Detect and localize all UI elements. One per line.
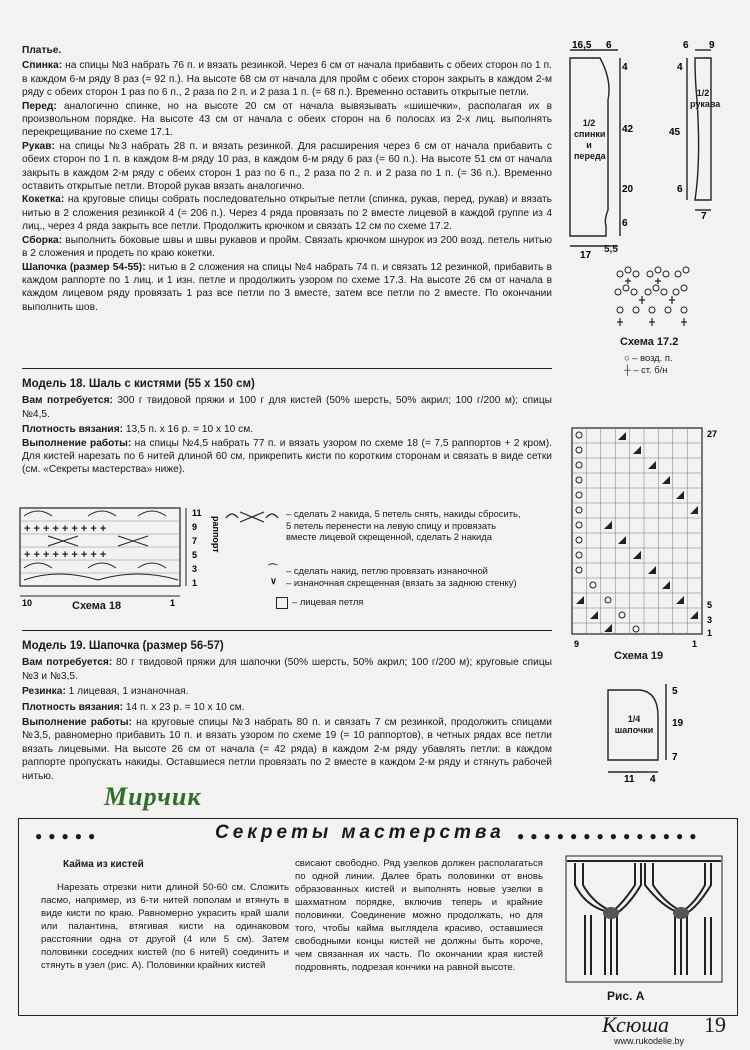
chain-stitch-icon: ○ xyxy=(624,352,630,363)
scheme-18-row-label: 9 xyxy=(192,522,198,532)
paragraph-label: Плотность вязания: xyxy=(22,424,124,436)
scheme-19-row-label: 1 xyxy=(707,628,713,638)
scheme-19-chart xyxy=(566,424,726,650)
paragraph-label: Перед: xyxy=(22,100,57,112)
sleeve-dim: 45 xyxy=(669,127,681,138)
model-18-density xyxy=(22,423,552,436)
dress-bottom-dim: 17 xyxy=(580,250,592,260)
model-19-work xyxy=(22,716,552,783)
divider xyxy=(22,630,552,631)
scheme-17-2-title: Схема 17.2 xyxy=(620,336,679,348)
twisted-purl-symbol-icon: ∨ xyxy=(270,575,277,586)
legend-text: – возд. п. xyxy=(629,352,673,363)
paragraph-label: Плотность вязания: xyxy=(22,701,124,713)
paragraph-label: Рукав: xyxy=(22,140,55,152)
fringe-knot-figure xyxy=(565,855,725,985)
decorative-dots: ●●●●●●●●●●●●●● xyxy=(517,829,703,843)
model-19-section xyxy=(22,640,552,783)
scheme-18-col-right: 1 xyxy=(170,598,176,608)
dress-pattern-label: 1/2 спинки и переда xyxy=(574,118,606,161)
svg-text:+ + + + + + + + +: + + + + + + + + + xyxy=(24,523,107,535)
dress-section xyxy=(22,44,552,314)
paragraph-text: на спицы №4,5 набрать 77 п. и вязать узором по схеме 18 (= 7,5 раппортов + 2 кром). Для кистей нарезать по 6 нитей длиной 60 см, прикрепить кисти по коротким сторонам и связать в виде сетки (см. «Секреты мастерства» ниже). xyxy=(22,437,552,476)
paragraph-label: Кокетка: xyxy=(22,194,65,206)
sleeve-top-left-dim: 6 xyxy=(683,40,689,51)
svg-text:+ + + + + + + + +: + + + + + + + + + xyxy=(24,549,107,561)
cross-stitch-symbol-icon xyxy=(222,508,282,526)
sleeve-outline xyxy=(695,58,711,200)
paragraph-text: на спицы №3 набрать 28 п. и вязать резинкой. Для расширения через 6 см от начала прибавить с обеих сторон по 1 п. в каждом 8-м ряду 10 раз, в каждом 6-м ряду 6 раз (= 60 п.). На высоте 51 см от начала закрыть в каждом 2-м ряду с обеих сторон 1 раз по 6 п., 2 раза по 2 п. и 2 раза по 1 п. (= 36 п.). Временно оставить открытые петли. Второй рукав вязать аналогично. xyxy=(22,140,552,193)
single-crochet-icon: ┼ xyxy=(624,363,631,375)
legend-item: – лицевая петля xyxy=(292,596,364,607)
sleeve-top-right-dim: 9 xyxy=(709,40,715,51)
model-18-section xyxy=(22,378,552,477)
paragraph-text: выполнить боковые швы и швы рукавов и пройм. Связать крючком шнурок из 200 возд. петель нитью в 2 сложения и продеть по краю кокетки. xyxy=(22,234,552,260)
model-19-materials xyxy=(22,656,552,683)
paragraph-label: Вам потребуется: xyxy=(22,395,113,407)
scheme-19-row-top: 27 xyxy=(707,429,718,439)
scheme-18-row-label: 7 xyxy=(192,536,198,546)
legend-text: – ст. б/н xyxy=(630,363,668,375)
dress-paragraph xyxy=(22,59,552,99)
dress-dim: 6 xyxy=(622,218,628,229)
paragraph-text: нитью в 2 сложения на спицы №4 набрать 74 п. и связать 12 резинкой, прибавить в каждом раппорте по 1 лиц. и 1 изн. петле и продолжить узором по схеме 17.3. На высоте 26 см от начала в каждом лицевом ряду провязать 1 раз все петли по 3 вместе, затем все петли по 2 вместе. По окончании выполнить шов. xyxy=(22,261,552,313)
paragraph-text: на спицы №3 набрать 76 п. и вязать резинкой. Через 6 см от начала прибавить с обеих сторон по 1 п. в каждом 6-м ряду 8 раз (= 92 п.). На высоте 68 см от начала для пройм с обеих сторон закрыть в каждом 2-м ряду с обеих сторон 1 раз по 6 п., 2 раза по 2 п. и 2 раза 1 п. (= 68 п.). Временно оставить открытые петли. xyxy=(22,60,552,99)
secrets-subtitle: Кайма из кистей xyxy=(63,859,144,870)
scheme-19-col-right: 1 xyxy=(692,639,698,649)
paragraph-text: 80 г твидовой пряжи для шапочки (50% шерсть, 50% акрил; 100 г/200 м); круговые спицы №3 и №3,5. xyxy=(22,657,552,682)
hat-dim: 5 xyxy=(672,686,678,697)
legend-item: – сделать 2 накида, 5 петель снять, накиды сбросить, 5 петель перенести на левую спицу и провязать вместе лицевой скрещенной, сделать 2 накида xyxy=(286,508,521,543)
paragraph-text: на круговые спицы №3 набрать 80 п. и связать 7 см резинкой, продолжить спицами №3,5, равномерно прибавить 10 п. и вязать узором по схеме 19 (= 10 раппортов), в четных рядах все петли вязать лицевыми. На высоте 26 см от начала (= 42 ряда) в каждом 2-м ряду убавлять петли: в каждом раппорте пропускать накиды. Оставшиеся петли провязать по 2 вместе в каждом 2-м ряду и стянуть рабочей нитью. xyxy=(22,717,552,782)
scheme-18-row-label: 11 xyxy=(192,508,202,518)
paragraph-label: Спинка: xyxy=(22,60,63,72)
scheme-18-title: Схема 18 xyxy=(72,600,122,612)
divider xyxy=(22,368,552,369)
paragraph-text: 1 лицевая, 1 изнаночная. xyxy=(65,686,189,698)
paragraph-label: Шапочка (размер 54-55): xyxy=(22,261,146,273)
dress-top-left-dim: 16,5 xyxy=(572,40,592,51)
paragraph-label: Вам потребуется: xyxy=(22,657,113,669)
dress-bottom2-dim: 5,5 xyxy=(604,244,618,255)
scheme-18-row-label: 5 xyxy=(192,550,198,560)
legend-item xyxy=(624,364,673,376)
model-19-density xyxy=(22,701,552,714)
secrets-column-2: свисают свободно. Ряд узелков должен располагаться по одной линии. Далее брать половинки от вновь образованных кистей и выполнять новые узелки в шахматном порядке, включив теперь и крайние половинки. Соединение можно продолжать, но для того, чтобы кайма выглядела красиво, оставшиеся свободными концы кистей не должны быть короче, чем связанная их часть. По окончании края кистей подровнять, подрезая кончики на равной высоте. xyxy=(295,858,543,973)
magazine-name: Ксюша xyxy=(602,1012,669,1037)
paragraph-text: аналогично спинке, но на высоте 20 см от начала вывязывать «шишечки», располагая их в произвольном порядке. На высоте 43 см от начала с обеих сторон на 6 полосах из 2-х лиц. выполнять перекрещивание по схеме 17.1. xyxy=(22,100,552,139)
sleeve-pattern-diagram xyxy=(665,40,745,220)
paragraph-text: 13,5 п. х 16 р. = 10 х 10 см. xyxy=(123,424,254,436)
scheme-18-row-label: 3 xyxy=(192,564,198,574)
legend-item: – изнаночная скрещенная (вязать за заднюю стенку) xyxy=(286,577,517,588)
scheme-19-title: Схема 19 xyxy=(614,650,664,662)
scheme-19-row-label: 5 xyxy=(707,600,713,610)
dress-paragraph xyxy=(22,140,552,194)
model-18-materials xyxy=(22,394,552,421)
secrets-column-1: Нарезать отрезки нити длиной 50-60 см. Сложить пасмо, например, из 6-ти нитей пополам и втянуть в виде кисти по краю. Равномерно украсить край шали или палантина, втягивая кисти на одинаковом расстоянии одна от другой (4 или 5 см). Затем половинки соседних кистей (по 6 нитей) соединить и стянуть в узел (рис. А). Половинки крайних кистей xyxy=(41,882,289,971)
dress-dim: 4 xyxy=(622,62,628,73)
dress-paragraph xyxy=(22,193,552,233)
dress-title: Платье. xyxy=(22,45,62,56)
sleeve-pattern-label: 1/2 рукава xyxy=(690,88,721,109)
decorative-dots: ●●●●● xyxy=(35,829,102,843)
model-19-rib xyxy=(22,685,552,698)
model-18-work xyxy=(22,437,552,477)
dress-dim: 20 xyxy=(622,184,634,195)
sleeve-bottom-dim: 7 xyxy=(701,211,707,220)
scheme-18-row-label: 1 xyxy=(192,578,198,588)
scheme-18-col-left: 10 xyxy=(22,598,33,608)
scheme-18-legend xyxy=(286,508,526,543)
figure-caption: Рис. А xyxy=(607,989,645,1003)
paragraph-label: Сборка: xyxy=(22,234,63,246)
scheme-19-row-label: 3 xyxy=(707,615,713,625)
legend-item xyxy=(624,352,673,364)
dress-paragraph xyxy=(22,261,552,315)
paragraph-label: Выполнение работы: xyxy=(22,437,132,449)
dress-paragraph xyxy=(22,100,552,140)
page-number: 19 xyxy=(704,1012,726,1037)
scheme-19-col-left: 9 xyxy=(574,639,580,649)
paragraph-text: на круговые спицы собрать последовательно открытые петли (спинка, рукав, перед, рукав) и вязать нитью в 2 сложения резинкой 4 (= 206 п.). Через 4 ряда провязать по 2 вместе лицевой в каждой группе из 4 лиц., через 4 ряда закрыть все петли. Продолжить крючком и связать 12 см по схеме 17.2. xyxy=(22,194,552,233)
model-18-title: Модель 18. Шаль с кистями (55 х 150 см) xyxy=(22,378,255,390)
secrets-box xyxy=(18,818,738,1016)
legend-item: – сделать накид, петлю провязать изнаночной xyxy=(286,565,488,576)
model-19-title: Модель 19. Шапочка (размер 56-57) xyxy=(22,640,224,652)
sleeve-dim: 6 xyxy=(677,184,683,195)
paragraph-text: 14 п. х 23 р. = 10 х 10 см. xyxy=(123,701,245,713)
site-url: www.rukodelie.by xyxy=(614,1036,685,1046)
dress-paragraph xyxy=(22,234,552,261)
hat-dim: 7 xyxy=(672,752,678,763)
hat-bottom-dim: 11 xyxy=(624,774,635,784)
dress-dim: 42 xyxy=(622,124,634,135)
designer-signature: Мирчик xyxy=(104,782,202,811)
hat-pattern-label: 1/4 шапочки xyxy=(614,714,654,735)
secrets-title: Секреты мастерства xyxy=(215,822,505,843)
scheme-18-rapport: раппорт xyxy=(211,516,221,553)
hat-dim: 19 xyxy=(672,718,684,729)
paragraph-text: 300 г твидовой пряжи и 100 г для кистей (50% шерсть, 50% акрил; 100 г/200 м); спицы №4,5. xyxy=(22,395,552,420)
scheme-18-chart xyxy=(18,500,228,610)
yarn-over-symbol-icon: ⌒ xyxy=(268,563,278,574)
paragraph-label: Выполнение работы: xyxy=(22,717,132,729)
sleeve-dim: 4 xyxy=(677,62,683,73)
dress-top-right-dim: 6 xyxy=(606,40,612,51)
paragraph-label: Резинка: xyxy=(22,686,66,698)
hat-bottom2-dim: 4 xyxy=(650,774,656,784)
scheme-17-2-legend xyxy=(624,352,673,375)
knit-stitch-symbol-icon xyxy=(276,597,288,609)
scheme-17-2-diagram xyxy=(612,266,692,332)
